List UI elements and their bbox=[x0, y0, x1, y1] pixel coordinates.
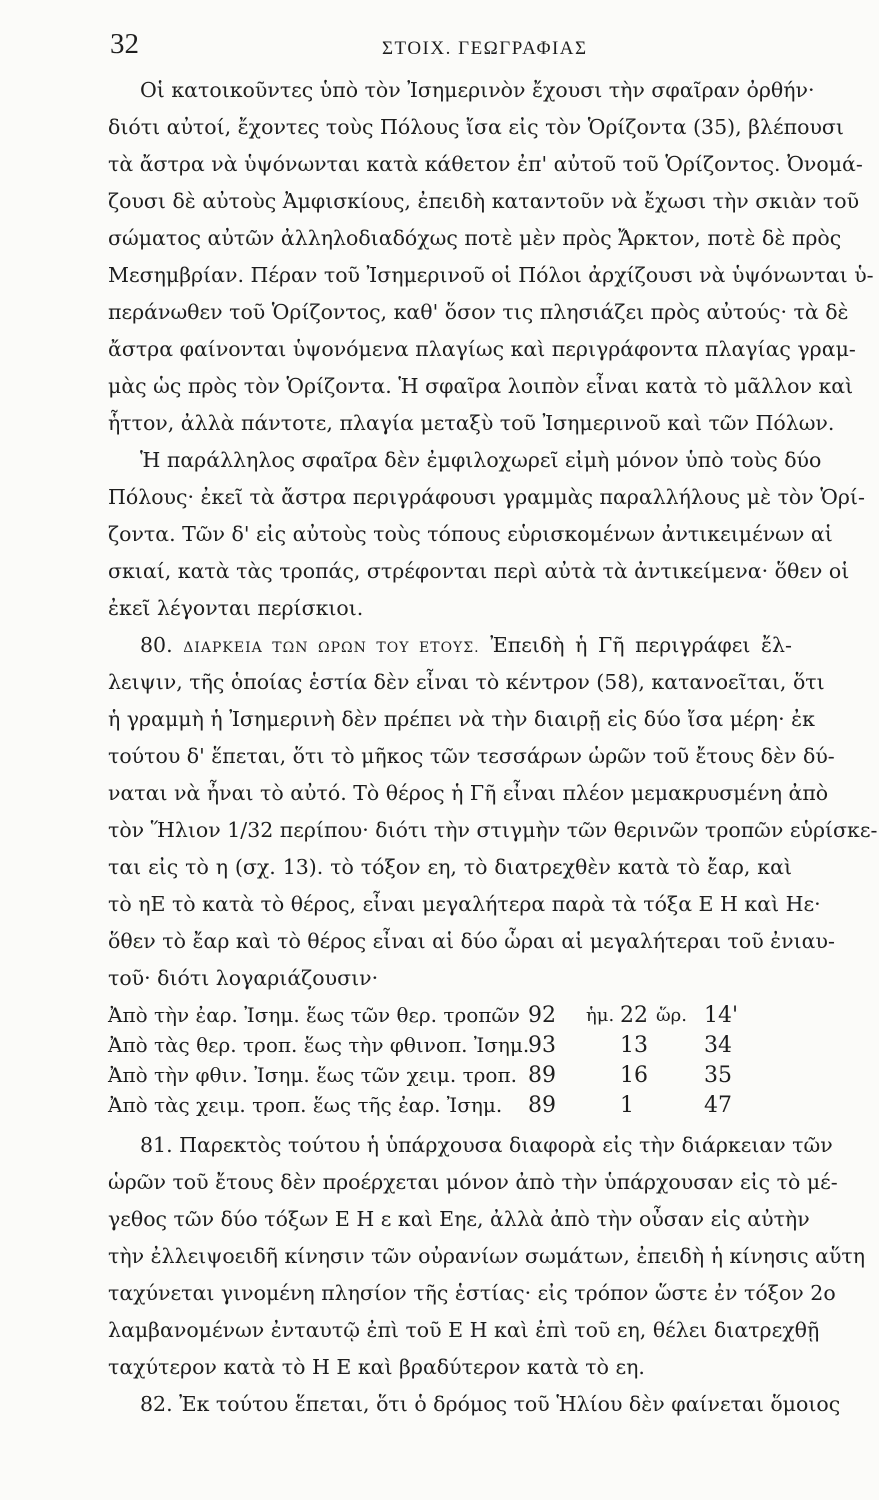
hours-label: ὥρ. bbox=[656, 1005, 687, 1026]
row-mins: 14' bbox=[704, 1003, 739, 1028]
text-line: διότι αὐτοί, ἔχοντες τοὺς Πόλους ἴσα εἰς τὸν Ὁρίζοντα (35), βλέπουσι bbox=[108, 115, 844, 139]
row-hours: 16 bbox=[620, 1063, 648, 1088]
text-line: λαμβανομένων ἐνταυτῷ ἐπὶ τοῦ Ε Η καὶ ἐπὶ τοῦ εη, θέλει διατρεχθῇ bbox=[108, 1318, 820, 1342]
text-line: λειψιν, τῆς ὁποίας ἑστία δὲν εἶναι τὸ κέντρον (58), κατανοεῖται, ὅτι bbox=[108, 670, 825, 694]
season-duration-table bbox=[108, 1003, 792, 1123]
table-row bbox=[108, 1003, 792, 1033]
text-line: ἡ γραμμὴ ἡ Ἰσημερινὴ δὲν πρέπει νὰ τὴν διαιρῇ εἰς δύο ἴσα μέρη· ἐκ bbox=[108, 707, 815, 731]
section-heading: ΔΙΑΡΚΕΙΑ ΤΩΝ ΩΡΩΝ ΤΟΥ ΕΤΟΥΣ. bbox=[183, 640, 480, 656]
section-80-first-line bbox=[140, 630, 792, 663]
text-line: ται εἰς τὸ η (σχ. 13). τὸ τόξον εη, τὸ διατρεχθὲν κατὰ τὸ ἔαρ, καὶ bbox=[108, 855, 792, 879]
text-line: ἐκεῖ λέγονται περίσκιοι. bbox=[108, 596, 364, 620]
text-line: σώματος αὐτῶν ἀλληλοδιαδόχως ποτὲ μὲν πρὸς Ἄρκτον, ποτὲ δὲ πρὸς bbox=[108, 226, 842, 250]
text-line: ταχύνεται γινομένη πλησίον τῆς ἑστίας· εἰς τρόπον ὥστε ἐν τόξον 2ο bbox=[108, 1281, 836, 1305]
text-fragment: Ἐπειδὴ ἡ Γῆ περιγράφει ἔλ- bbox=[490, 633, 792, 657]
text-line: ζουσι δὲ αὐτοὺς Ἀμφισκίους, ἐπειδὴ καταντοῦν νὰ ἔχωσι τὴν σκιὰν τοῦ bbox=[108, 189, 860, 213]
text-line: τὴν ἐλλειψοειδῆ κίνησιν τῶν οὐρανίων σωμάτων, ἐπειδὴ ἡ κίνησις αὕτη bbox=[108, 1244, 866, 1268]
table-row bbox=[108, 1093, 792, 1123]
row-days: 93 bbox=[528, 1033, 556, 1058]
text-line: ζοντα. Τῶν δ' εἰς αὐτοὺς τοὺς τόπους εὑρισκομένων ἀντικειμένων αἱ bbox=[108, 522, 833, 546]
row-desc: Ἀπὸ τὰς χειμ. τροπ. ἕως τῆς ἐαρ. Ἰσημ. bbox=[108, 1093, 503, 1117]
text-line: ἧττον, ἀλλὰ πάντοτε, πλαγία μεταξὺ τοῦ Ἰσημερινοῦ καὶ τῶν Πόλων. bbox=[108, 411, 835, 435]
text-line: τὸ ηΕ τὸ κατὰ τὸ θέρος, εἶναι μεγαλήτερα παρὰ τὰ τόξα Ε Η καὶ Ηε· bbox=[108, 892, 821, 916]
text-line: σκιαί, κατὰ τὰς τροπάς, στρέφονται περὶ αὐτὰ τὰ ἀντικείμενα· ὅθεν οἱ bbox=[108, 559, 850, 583]
row-days: 89 bbox=[528, 1093, 556, 1118]
text-line: Πόλους· ἐκεῖ τὰ ἄστρα περιγράφουσι γραμμὰς παραλλήλους μὲ τὸν Ὁρί- bbox=[108, 485, 865, 509]
table-row bbox=[108, 1063, 792, 1093]
text-line: ταχύτερον κατὰ τὸ Η Ε καὶ βραδύτερον κατὰ τὸ εη. bbox=[108, 1355, 645, 1379]
row-desc: Ἀπὸ τὰς θερ. τροπ. ἕως τὴν φθινοπ. Ἰσημ. bbox=[108, 1033, 530, 1057]
text-line: περάνωθεν τοῦ Ὁρίζοντος, καθ' ὅσον τις πλησιάζει πρὸς αὐτούς· τὰ δὲ bbox=[108, 300, 849, 324]
section-81-first-line: 81. Παρεκτὸς τούτου ἡ ὑπάρχουσα διαφορὰ εἰς τὴν διάρκειαν τῶν bbox=[140, 1133, 833, 1157]
text-line: Μεσημβρίαν. Πέραν τοῦ Ἰσημερινοῦ οἱ Πόλοι ἀρχίζουσι νὰ ὑψόνωνται ὑ- bbox=[108, 263, 874, 287]
text-line: ὅθεν τὸ ἔαρ καὶ τὸ θέρος εἶναι αἱ δύο ὧραι αἱ μεγαλήτεραι τοῦ ἐνιαυ- bbox=[108, 929, 835, 953]
row-mins: 47 bbox=[704, 1093, 732, 1118]
section-number: 80. bbox=[140, 633, 173, 657]
row-hours: 1 bbox=[620, 1093, 634, 1118]
row-mins: 35 bbox=[704, 1063, 732, 1088]
text-line: γεθος τῶν δύο τόξων Ε Η ε καὶ Εηε, ἀλλὰ ἀπὸ τὴν οὖσαν εἰς αὐτὴν bbox=[108, 1207, 810, 1231]
row-desc: Ἀπὸ τὴν ἐαρ. Ἰσημ. ἕως τῶν θερ. τροπῶν bbox=[108, 1003, 520, 1027]
row-hours: 13 bbox=[620, 1033, 648, 1058]
page-header bbox=[110, 28, 810, 68]
page-number: 32 bbox=[110, 28, 139, 60]
text-line: τὰ ἄστρα νὰ ὑψόνωνται κατὰ κάθετον ἐπ' αὐτοῦ τοῦ Ὁρίζοντος. Ὀνομά- bbox=[108, 152, 863, 176]
row-desc: Ἀπὸ τὴν φθιν. Ἰσημ. ἕως τῶν χειμ. τροπ. bbox=[108, 1063, 517, 1087]
text-line: ἄστρα φαίνονται ὑψονόμενα πλαγίως καὶ περιγράφοντα πλαγίας γραμ- bbox=[108, 337, 856, 361]
running-head: ΣΤΟΙΧ. ΓΕΩΓΡΑΦΙΑΣ bbox=[382, 38, 588, 59]
row-days: 89 bbox=[528, 1063, 556, 1088]
text-line: τούτου δ' ἕπεται, ὅτι τὸ μῆκος τῶν τεσσάρων ὡρῶν τοῦ ἔτους δὲν δύ- bbox=[108, 744, 835, 768]
text-line: μὰς ὡς πρὸς τὸν Ὁρίζοντα. Ἡ σφαῖρα λοιπὸν εἶναι κατὰ τὸ μᾶλλον καὶ bbox=[108, 374, 854, 398]
text-line: τὸν Ἥλιον 1/32 περίπου· διότι τὴν στιγμὴν τῶν θερινῶν τροπῶν εὑρίσκε- bbox=[108, 818, 878, 842]
row-hours: 22 bbox=[620, 1003, 648, 1028]
row-days: 92 bbox=[528, 1003, 556, 1028]
text-line: Οἱ κατοικοῦντες ὑπὸ τὸν Ἰσημερινὸν ἔχουσι τὴν σφαῖραν ὀρθήν· bbox=[140, 78, 815, 102]
text-line: τοῦ· διότι λογαριάζουσιν· bbox=[108, 966, 379, 990]
days-label: ἡμ. bbox=[586, 1005, 615, 1026]
text-line: ναται νὰ ἦναι τὸ αὐτό. Τὸ θέρος ἡ Γῆ εἶναι πλέον μεμακρυσμένη ἀπὸ bbox=[108, 781, 829, 805]
text-line: Ἡ παράλληλος σφαῖρα δὲν ἐμφιλοχωρεῖ εἰμὴ μόνον ὑπὸ τοὺς δύο bbox=[140, 448, 822, 472]
text-line: ὡρῶν τοῦ ἔτους δὲν προέρχεται μόνον ἀπὸ τὴν ὑπάρχουσαν εἰς τὸ μέ- bbox=[108, 1170, 838, 1194]
table-row bbox=[108, 1033, 792, 1063]
row-mins: 34 bbox=[704, 1033, 732, 1058]
section-82-first-line: 82. Ἐκ τούτου ἕπεται, ὅτι ὁ δρόμος τοῦ Ἡλίου δὲν φαίνεται ὅμοιος bbox=[140, 1392, 841, 1416]
